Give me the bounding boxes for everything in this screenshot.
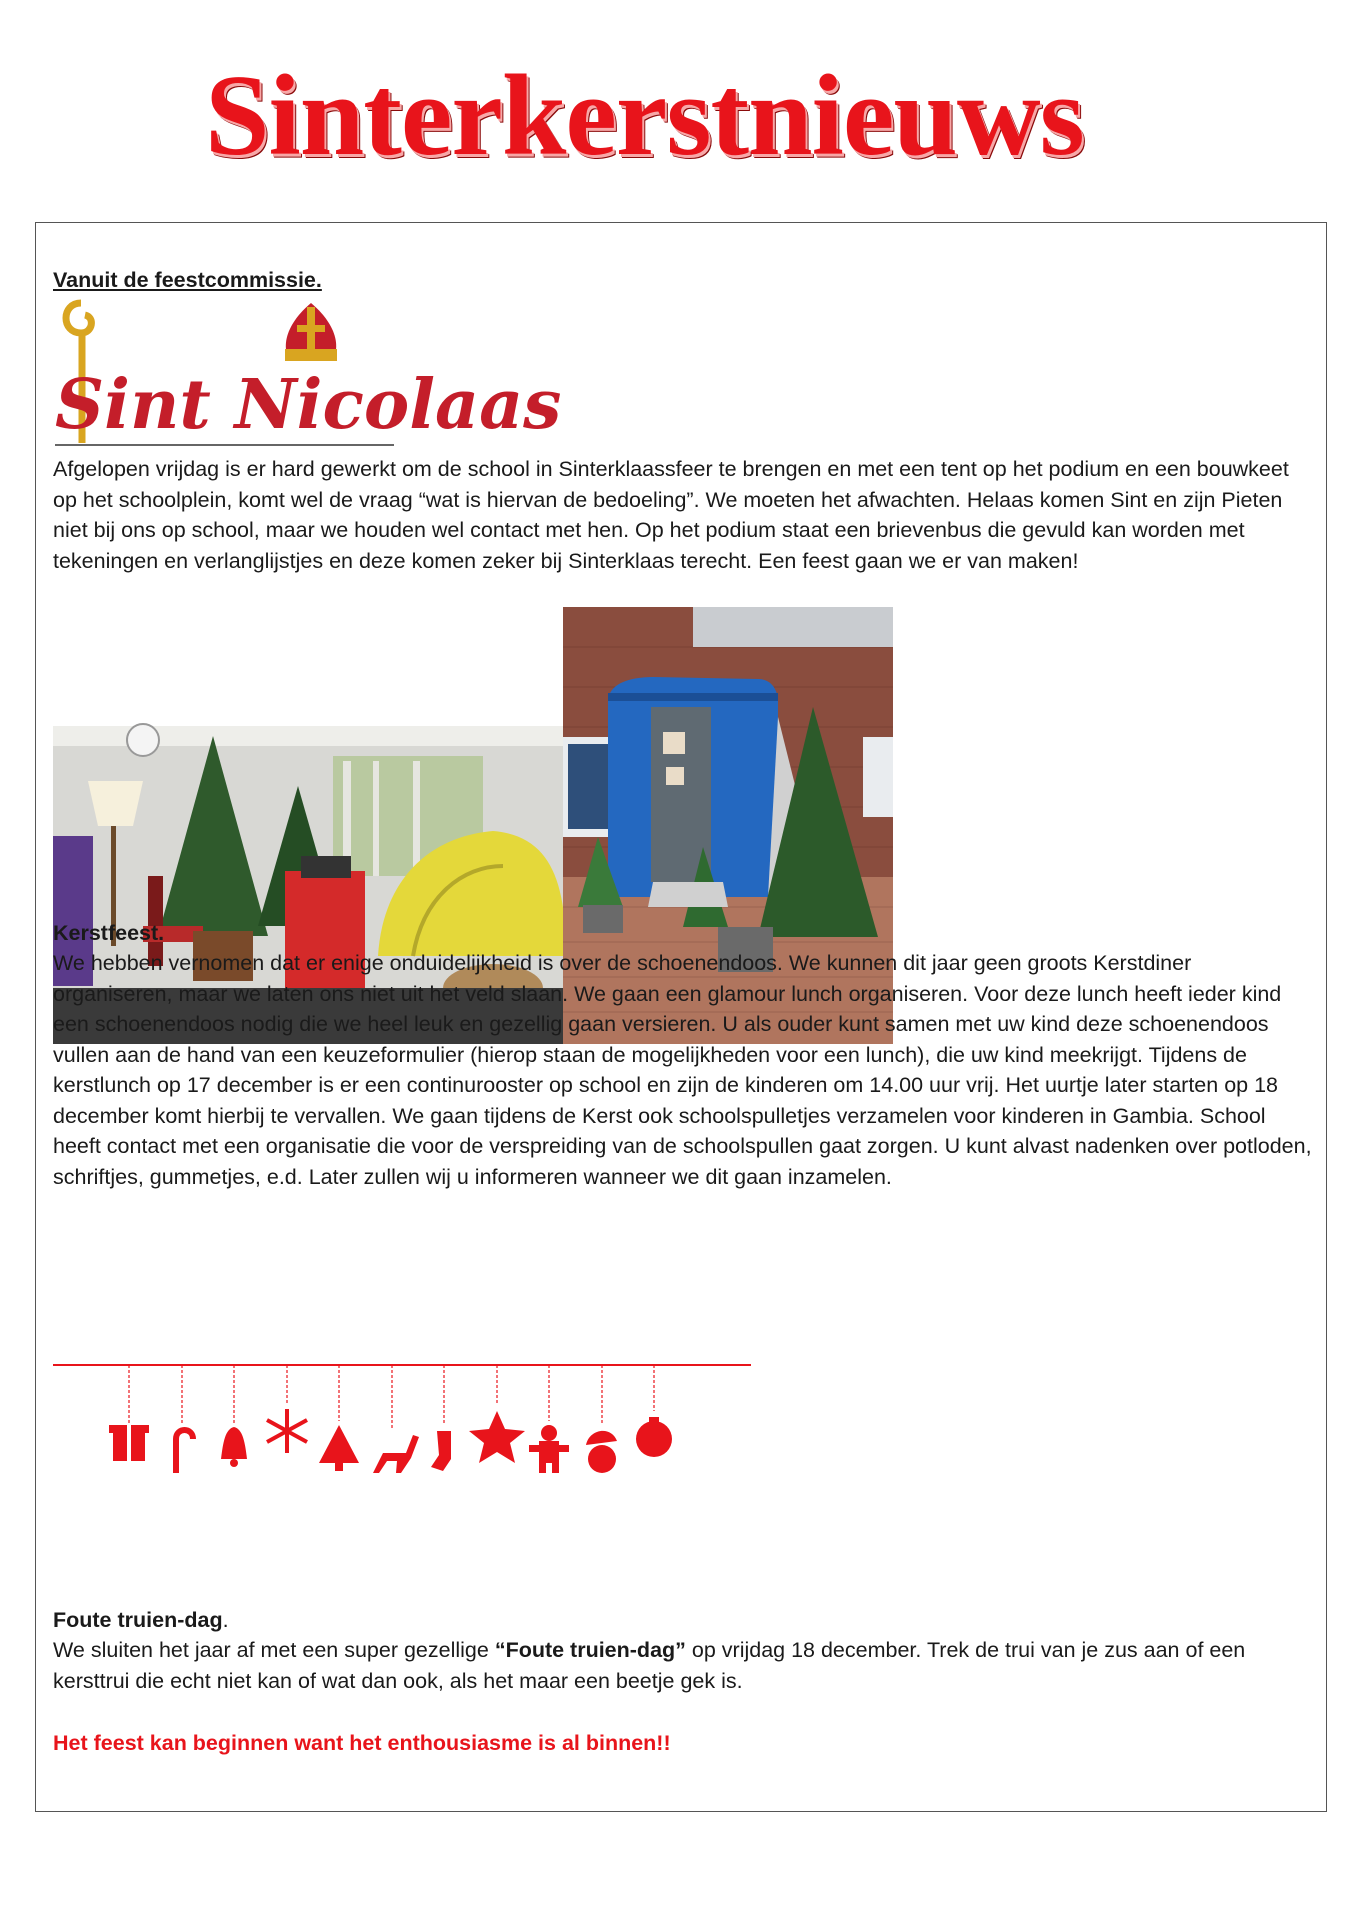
- kerst-paragraph: We hebben vernomen dat er enige onduidelijkheid is over de schoenendoos. We kunnen dit jaar geen groots Kerstdiner organiseren, maar we laten ons niet uit het veld slaan. We gaan een glamour lunch organiseren. Voor deze lunch heeft ieder kind een schoenendoos nodig die we heel leuk en gezellig gaan versieren. U als ouder kunt samen met uw kind deze schoenendoos vullen aan de hand van een keuzeformulier (hierop staan de mogelijkheden voor een lunch), die uw kind meekrijgt. Tijdens de kerstlunch op 17 december is er een continurooster op school en zijn de kinderen om 14.00 uur vrij. Het uurtje later starten op 18 december komt hierbij te vervallen. We gaan tijdens de Kerst ook schoolspulletjes verzamelen voor kinderen in Gambia. School heeft contact met een organisatie die voor de verspreiding van de schoolspullen gaat zorgen. U kunt alvast nadenken over potloden, schriftjes, gummetjes, e.d. Later zullen wij u informeren wanneer we dit gaan inzamelen.: [53, 951, 1312, 1189]
- foute-truien-heading-dot: .: [222, 1608, 229, 1632]
- gift-icon: [109, 1425, 149, 1461]
- mitre-icon: [285, 303, 337, 361]
- section-heading-foute-truien: [53, 1605, 1315, 1636]
- stocking-icon: [431, 1431, 451, 1471]
- foute-truien-text-bold: “Foute truien-dag”: [494, 1638, 686, 1662]
- closing-note: Het feest kan beginnen want het enthousiasme is al binnen!!: [53, 1731, 671, 1755]
- tree-icon: [319, 1425, 359, 1471]
- christmas-ornament-garland: [51, 1363, 751, 1493]
- santa-icon: [586, 1431, 617, 1473]
- gingerbread-icon: [529, 1425, 569, 1473]
- foute-truien-text-after: op vrijdag 18 december. Trek de trui van je zus aan of een kersttrui die echt niet kan of wat dan ook, als het maar een beetje gek is.: [53, 1638, 1246, 1693]
- foute-truien-text-before: We sluiten het jaar af met een super gezellige: [53, 1638, 495, 1662]
- section-heading-feestcommissie: Vanuit de feestcommissie.: [53, 268, 322, 292]
- candy-cane-icon: [176, 1430, 193, 1473]
- star-icon: [469, 1411, 525, 1463]
- masthead-title: Sinterkerstnieuws: [205, 52, 1084, 180]
- reindeer-icon: [373, 1435, 419, 1473]
- snowflake-icon: [267, 1409, 307, 1453]
- sint-paragraph: Afgelopen vrijdag is er hard gewerkt om de school in Sinterklaassfeer te brengen en met een tent op het podium en een bouwkeet op het schoolplein, komt wel de vraag “wat is hiervan de bedoeling”. We moeten het afwachten. Helaas komen Sint en zijn Pieten niet bij ons op school, maar we houden wel contact met hen. Op het podium staat een brievenbus die gevuld kan worden met tekeningen en verlanglijstjes en deze komen zeker bij Sinterklaas terecht. Een feest gaan we er van maken!: [53, 457, 1289, 573]
- bell-icon: [221, 1427, 247, 1467]
- bauble-icon: [636, 1417, 672, 1457]
- logo-text: Sint Nicolaas: [55, 365, 562, 445]
- foute-truien-paragraph: [53, 1635, 1315, 1696]
- foute-truien-heading: Foute truien-dag: [53, 1608, 223, 1632]
- newsletter-frame: [35, 222, 1327, 1812]
- sint-nicolaas-logo: [49, 293, 562, 453]
- section-heading-kerstfeest: Kerstfeest.: [53, 921, 165, 945]
